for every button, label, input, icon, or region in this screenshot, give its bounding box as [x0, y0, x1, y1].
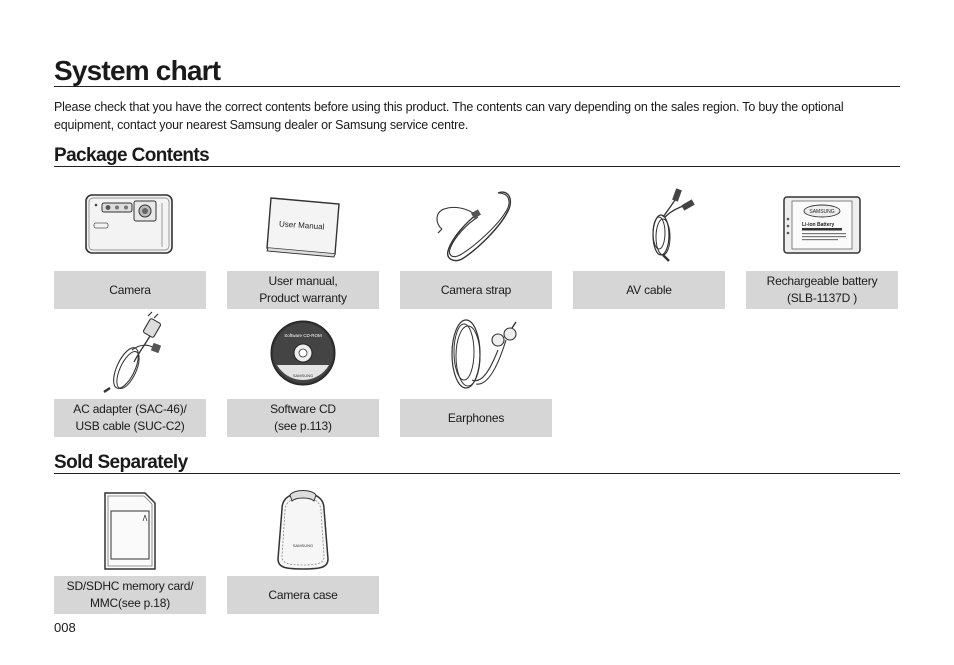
camera-icon — [82, 189, 178, 261]
battery-icon — [780, 193, 864, 257]
camera-image — [54, 180, 206, 270]
camera-case-label: Camera case — [227, 576, 379, 614]
earphones-image — [400, 308, 552, 398]
svg-text:SAMSUNG: SAMSUNG — [809, 209, 835, 215]
memory-card-icon — [95, 489, 165, 573]
package-contents-heading: Package Contents — [54, 145, 210, 166]
svg-text:Software CD-ROM: Software CD-ROM — [284, 333, 322, 338]
battery-label: Rechargeable battery (SLB-1137D ) — [746, 271, 898, 309]
cd-label: Software CD (see p.113) — [227, 399, 379, 437]
manual-icon — [255, 192, 351, 258]
strap-icon — [428, 185, 524, 265]
manual-label: User manual, Product warranty — [227, 271, 379, 309]
cd-image — [227, 308, 379, 398]
camera-label: Camera — [54, 271, 206, 309]
av-cable-image — [573, 180, 725, 270]
camera-case-image — [227, 486, 379, 576]
adapter-image — [54, 308, 206, 398]
svg-text:Li-ion Battery: Li-ion Battery — [802, 222, 835, 228]
svg-text:SAMSUNG: SAMSUNG — [292, 543, 314, 548]
adapter-label: AC adapter (SAC-46)/ USB cable (SUC-C2) — [54, 399, 206, 437]
svg-text:User Manual: User Manual — [278, 219, 325, 232]
earphones-label: Earphones — [400, 399, 552, 437]
earphones-icon — [428, 310, 524, 396]
package-rule — [54, 166, 900, 167]
memory-card-image — [54, 486, 206, 576]
sold-rule — [54, 473, 900, 474]
sold-separately-heading: Sold Separately — [54, 452, 188, 473]
strap-label: Camera strap — [400, 271, 552, 309]
camera-case-icon — [268, 489, 338, 573]
manual-image — [227, 180, 379, 270]
intro-text: Please check that you have the correct contents before using this product. The contents can vary depending on the sales region. To buy the optional equipment, contact your nearest Samsung dealer or Samsung service centre. — [54, 100, 844, 132]
title-rule — [54, 86, 900, 87]
page-title: System chart — [54, 55, 221, 86]
cd-icon — [263, 313, 343, 393]
page-number: 008 — [54, 620, 76, 635]
av-cable-label: AV cable — [573, 271, 725, 309]
svg-text:SAMSUNG: SAMSUNG — [292, 373, 314, 378]
av-cable-icon — [601, 185, 697, 265]
strap-image — [400, 180, 552, 270]
battery-image — [746, 180, 898, 270]
memory-card-label: SD/SDHC memory card/ MMC(see p.18) — [54, 576, 206, 614]
adapter-icon — [82, 310, 178, 396]
